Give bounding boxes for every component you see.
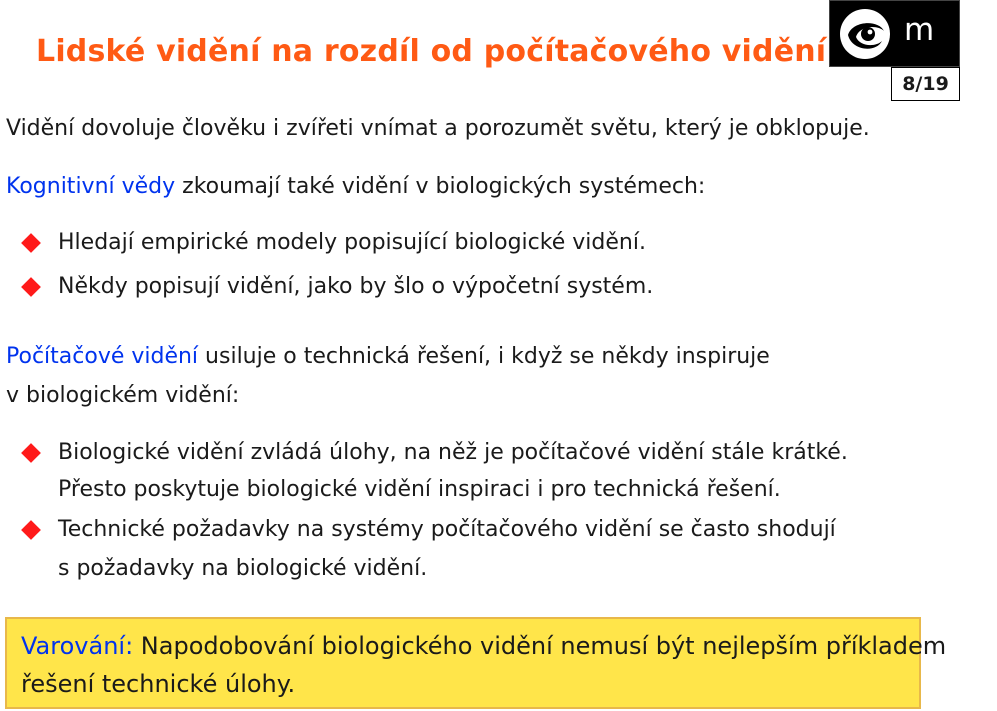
list-item: Hledají empirické modely popisující biologické vidění.: [58, 230, 646, 255]
page-number: 8/19: [891, 67, 960, 101]
institution-logo: [829, 0, 997, 67]
cognitive-rest: zkoumají také vidění v biologických systémech:: [175, 174, 706, 199]
intro-text: Vidění dovoluje člověku i zvířeti vnímat a porozumět světu, který je obklopuje.: [6, 116, 870, 141]
bullet-diamond-icon: [21, 277, 41, 297]
warning-label: Varování:: [21, 632, 134, 660]
cv-paragraph-line-2: v biologickém vidění:: [6, 383, 240, 408]
warning-box: [5, 617, 947, 709]
cognitive-paragraph: [6, 174, 705, 200]
list-item: Biologické vidění zvládá úlohy, na něž je počítačové vidění stále krátké.: [58, 440, 848, 465]
list-item: Technické požadavky na systémy počítačového vidění se často shodují: [58, 517, 836, 542]
warning-text-1: Napodobování biologického vidění nemusí být nejlepším příkladem: [133, 632, 947, 660]
term-computer-vision: Počítačové vidění: [6, 344, 199, 369]
logo-letters: m p: [904, 12, 997, 48]
warning-line-2: řešení technické úlohy.: [21, 670, 296, 698]
bullet-diamond-icon: [21, 520, 41, 540]
list-item-continuation: Přesto poskytuje biologické vidění inspiraci i pro technická řešení.: [58, 477, 781, 502]
warning-line-1: [21, 632, 946, 660]
list-item-continuation: s požadavky na biologické vidění.: [58, 556, 428, 581]
bullet-diamond-icon: [21, 443, 41, 463]
cv-rest-1: usiluje o technická řešení, i když se někdy inspiruje: [198, 344, 770, 369]
list-item: Někdy popisují vidění, jako by šlo o výpočetní systém.: [58, 274, 654, 299]
slide-title: Lidské vidění na rozdíl od počítačového vidění: [36, 34, 827, 69]
term-cognitive-sciences: Kognitivní vědy: [6, 174, 176, 199]
eye-emblem-icon: [838, 7, 892, 61]
bullet-diamond-icon: [21, 233, 41, 253]
cv-paragraph-line-1: [6, 344, 770, 370]
